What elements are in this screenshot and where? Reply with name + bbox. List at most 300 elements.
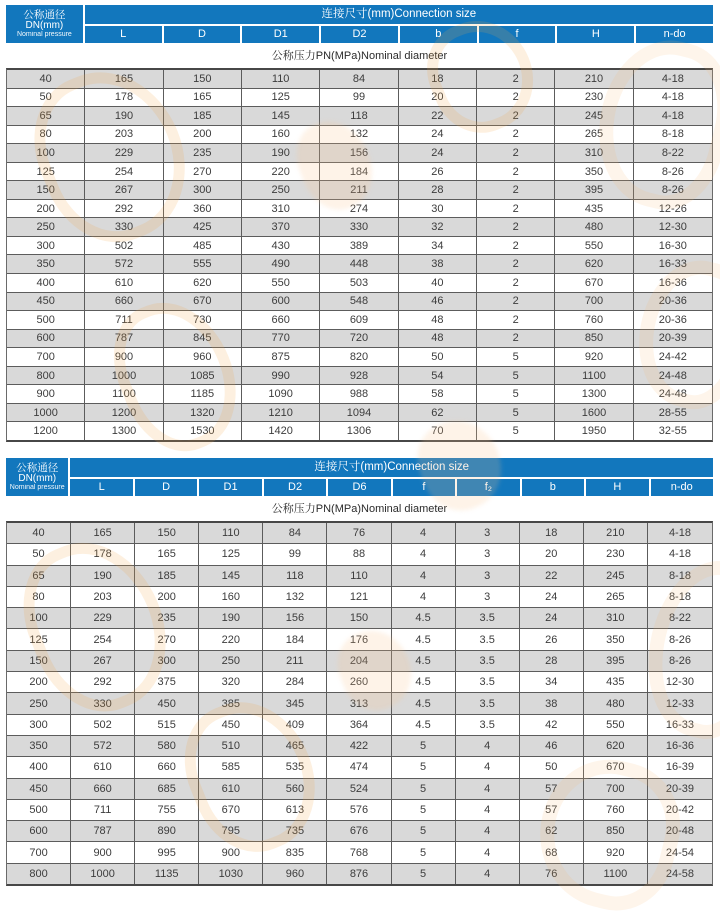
table-cell: 235 <box>135 608 199 628</box>
table-cell: 150 <box>327 608 391 628</box>
table-cell: 190 <box>199 608 263 628</box>
table-cell: 550 <box>555 237 633 255</box>
table-cell: 24-42 <box>658 350 687 363</box>
table-cell: 1000 <box>7 404 85 422</box>
table-cell: 118 <box>263 566 327 586</box>
table-row <box>7 88 712 107</box>
table-cell: 389 <box>320 237 398 255</box>
table-row <box>7 403 712 422</box>
table-cell: 800 <box>7 864 71 884</box>
table-cell: 5 <box>477 385 555 403</box>
table-cell: 274 <box>320 200 398 218</box>
table-cell: 5 <box>392 736 456 756</box>
table-row <box>7 254 712 273</box>
table-cell: 435 <box>555 200 633 218</box>
dimension-table-1 <box>6 5 713 442</box>
table-cell: 132 <box>320 126 398 144</box>
table-cell: 110 <box>199 523 263 543</box>
table-cell: 700 <box>584 779 648 799</box>
table-cell: 4 <box>392 587 456 607</box>
table-cell: 132 <box>263 587 327 607</box>
table-cell: 204 <box>327 651 391 671</box>
table-row <box>7 692 712 713</box>
table-cell: 145 <box>242 107 320 125</box>
table-cell: 768 <box>327 842 391 862</box>
table-cell: 900 <box>71 842 135 862</box>
table-cell: 190 <box>242 144 320 162</box>
table-cell: 46 <box>399 293 477 311</box>
dimension-table-2 <box>6 458 713 886</box>
column-header: n-do <box>636 26 713 43</box>
table-cell: 1135 <box>135 864 199 884</box>
table-row <box>7 143 712 162</box>
table-cell: 1300 <box>555 385 633 403</box>
table-row <box>7 329 712 348</box>
table-cell: 585 <box>199 757 263 777</box>
table-cell: 32-55 <box>658 425 687 438</box>
table-cell: 1085 <box>164 367 242 385</box>
table-cell: 660 <box>242 311 320 329</box>
table-cell: 250 <box>242 181 320 199</box>
table-cell: 32 <box>399 218 477 236</box>
table-cell: 5 <box>477 348 555 366</box>
table-cell: 900 <box>7 385 85 403</box>
table-cell: 670 <box>164 293 242 311</box>
table-cell: 3.5 <box>456 608 520 628</box>
table-cell: 4 <box>456 779 520 799</box>
table-cell: 245 <box>584 566 648 586</box>
table-cell: 711 <box>85 311 163 329</box>
column-header: D1 <box>199 479 261 496</box>
table-cell: 787 <box>71 821 135 841</box>
table-cell: 30 <box>399 200 477 218</box>
table-cell: 57 <box>520 800 584 820</box>
table-cell: 676 <box>327 821 391 841</box>
table-cell: 42 <box>520 715 584 735</box>
table-cell: 990 <box>242 367 320 385</box>
table-cell: 250 <box>7 218 85 236</box>
table-cell: 20-39 <box>665 782 695 795</box>
table-cell: 5 <box>477 404 555 422</box>
table-cell: 395 <box>555 181 633 199</box>
table-cell: 900 <box>85 348 163 366</box>
table-cell: 150 <box>7 181 85 199</box>
table-cell: 8-26 <box>668 654 691 667</box>
table-cell: 270 <box>135 629 199 649</box>
table-cell: 230 <box>555 89 633 107</box>
table-cell: 24-48 <box>658 369 687 382</box>
table-cell: 920 <box>584 842 648 862</box>
table-cell: 26 <box>520 629 584 649</box>
table-cell: 5 <box>392 842 456 862</box>
table-row <box>7 820 712 841</box>
table-cell: 24 <box>399 144 477 162</box>
column-header: b <box>522 479 584 496</box>
table-cell: 54 <box>399 367 477 385</box>
table-row <box>7 799 712 820</box>
table-cell: 4 <box>392 544 456 564</box>
table-cell: 50 <box>520 757 584 777</box>
table-cell: 711 <box>71 800 135 820</box>
table-cell: 178 <box>71 544 135 564</box>
table-cell: 150 <box>135 523 199 543</box>
table-cell: 960 <box>263 864 327 884</box>
table-cell: 190 <box>71 566 135 586</box>
table-cell: 364 <box>327 715 391 735</box>
table-cell: 254 <box>71 629 135 649</box>
table-cell: 20-42 <box>665 804 695 816</box>
table-cell: 265 <box>584 587 648 607</box>
table-cell: 5 <box>392 864 456 884</box>
table-row <box>7 671 712 692</box>
table-cell: 2 <box>477 274 555 292</box>
table-cell: 265 <box>555 126 633 144</box>
table-cell: 450 <box>135 693 199 713</box>
table-cell: 40 <box>399 274 477 292</box>
table-cell: 550 <box>242 274 320 292</box>
table-cell: 57 <box>520 779 584 799</box>
table-cell: 960 <box>164 348 242 366</box>
table-cell: 735 <box>263 821 327 841</box>
table-cell: 4 <box>456 842 520 862</box>
table-cell: 18 <box>399 70 477 88</box>
table-cell: 210 <box>555 70 633 88</box>
table-cell: 20-36 <box>658 295 687 308</box>
table-cell: 12-26 <box>658 202 687 215</box>
table-cell: 5 <box>477 422 555 440</box>
dn-header-cell <box>6 458 68 496</box>
table-cell: 12-33 <box>665 697 695 710</box>
table-row <box>7 106 712 125</box>
table-cell: 876 <box>327 864 391 884</box>
column-header: b <box>400 26 477 43</box>
table-cell: 535 <box>263 757 327 777</box>
table-cell: 184 <box>320 163 398 181</box>
table-cell: 125 <box>199 544 263 564</box>
table-cell: 5 <box>392 757 456 777</box>
table-cell: 1185 <box>164 385 242 403</box>
table-cell: 670 <box>555 274 633 292</box>
table-cell: 230 <box>584 544 648 564</box>
table-cell: 450 <box>199 715 263 735</box>
table-cell: 350 <box>555 163 633 181</box>
table-row <box>7 421 712 440</box>
table-cell: 845 <box>164 330 242 348</box>
table-cell: 40 <box>7 523 71 543</box>
table-cell: 210 <box>584 523 648 543</box>
table-cell: 310 <box>584 608 648 628</box>
table-cell: 4-18 <box>668 527 691 540</box>
table-cell: 1420 <box>242 422 320 440</box>
table-cell: 835 <box>263 842 327 862</box>
table-cell: 787 <box>85 330 163 348</box>
table-cell: 435 <box>584 672 648 692</box>
table-cell: 2 <box>477 218 555 236</box>
table-cell: 300 <box>135 651 199 671</box>
column-header: L <box>85 26 162 43</box>
table-cell: 200 <box>135 587 199 607</box>
table-cell: 610 <box>71 757 135 777</box>
table-cell: 16-39 <box>665 761 695 774</box>
table-cell: 203 <box>85 126 163 144</box>
table-cell: 1000 <box>71 864 135 884</box>
nominal-pressure-subheader: 公称压力PN(MPa)Nominal diameter <box>271 503 448 515</box>
table-cell: 24-58 <box>665 867 695 880</box>
table-cell: 3.5 <box>456 715 520 735</box>
column-header: D2 <box>321 26 398 43</box>
dn-header-line3: Nominal pressure <box>16 31 72 39</box>
table-row <box>7 650 712 671</box>
table-cell: 211 <box>263 651 327 671</box>
column-header: f₂ <box>457 479 519 496</box>
table-cell: 5 <box>392 821 456 841</box>
table-cell: 110 <box>242 70 320 88</box>
table-cell: 370 <box>242 218 320 236</box>
table-row <box>7 863 712 884</box>
table-cell: 4.5 <box>392 672 456 692</box>
table-cell: 503 <box>320 274 398 292</box>
table-cell: 3.5 <box>456 672 520 692</box>
table-cell: 1210 <box>242 404 320 422</box>
table-cell: 200 <box>7 672 71 692</box>
table-cell: 820 <box>320 348 398 366</box>
table-cell: 345 <box>263 693 327 713</box>
table-cell: 292 <box>85 200 163 218</box>
table-cell: 4 <box>392 566 456 586</box>
table-row <box>7 236 712 255</box>
table-1-header <box>6 5 713 43</box>
table-cell: 4-18 <box>668 548 691 561</box>
table-cell: 4 <box>456 736 520 756</box>
table-cell: 40 <box>7 70 85 88</box>
table-cell: 99 <box>263 544 327 564</box>
table-cell: 900 <box>199 842 263 862</box>
table-cell: 400 <box>7 274 85 292</box>
table-cell: 125 <box>242 89 320 107</box>
table-cell: 350 <box>7 255 85 273</box>
table-row <box>7 162 712 181</box>
table-cell: 8-26 <box>661 184 684 197</box>
table-row <box>7 384 712 403</box>
table-row <box>7 841 712 862</box>
table-cell: 425 <box>164 218 242 236</box>
table-cell: 572 <box>71 736 135 756</box>
table-cell: 62 <box>399 404 477 422</box>
table-cell: 580 <box>135 736 199 756</box>
table-cell: 510 <box>199 736 263 756</box>
table-cell: 178 <box>85 89 163 107</box>
table-cell: 448 <box>320 255 398 273</box>
table-cell: 28 <box>520 651 584 671</box>
table-cell: 18 <box>520 523 584 543</box>
table-row <box>7 125 712 144</box>
table-cell: 200 <box>7 200 85 218</box>
table-row <box>7 607 712 628</box>
table-cell: 1320 <box>164 404 242 422</box>
table-cell: 20-36 <box>658 313 687 326</box>
table-cell: 4-18 <box>661 72 684 85</box>
table-cell: 250 <box>199 651 263 671</box>
table-cell: 220 <box>242 163 320 181</box>
table-cell: 245 <box>555 107 633 125</box>
table-row <box>7 778 712 799</box>
dn-header-line1: 公称通径 <box>16 461 59 474</box>
table-cell: 330 <box>85 218 163 236</box>
table-cell: 320 <box>199 672 263 692</box>
column-header: H <box>557 26 634 43</box>
table-cell: 65 <box>7 566 71 586</box>
table-cell: 1090 <box>242 385 320 403</box>
table-row <box>7 565 712 586</box>
table-cell: 1094 <box>320 404 398 422</box>
table-cell: 2 <box>477 144 555 162</box>
table-cell: 84 <box>263 523 327 543</box>
table-row <box>7 347 712 366</box>
table-cell: 480 <box>555 218 633 236</box>
table-cell: 156 <box>263 608 327 628</box>
table-cell: 160 <box>242 126 320 144</box>
table-cell: 267 <box>85 181 163 199</box>
table-cell: 150 <box>7 651 71 671</box>
column-header: D <box>164 26 241 43</box>
table-cell: 58 <box>399 385 477 403</box>
table-cell: 229 <box>85 144 163 162</box>
column-header: n-do <box>651 479 713 496</box>
table-cell: 20 <box>399 89 477 107</box>
table-cell: 760 <box>584 800 648 820</box>
table-cell: 3 <box>456 544 520 564</box>
table-cell: 548 <box>320 293 398 311</box>
table-cell: 524 <box>327 779 391 799</box>
table-cell: 121 <box>327 587 391 607</box>
table-cell: 100 <box>7 144 85 162</box>
table-cell: 190 <box>85 107 163 125</box>
table-cell: 2 <box>477 200 555 218</box>
table-cell: 12-30 <box>665 676 695 689</box>
table-cell: 50 <box>399 348 477 366</box>
table-cell: 4-18 <box>661 109 684 122</box>
table-cell: 670 <box>584 757 648 777</box>
table-row <box>7 543 712 564</box>
table-cell: 310 <box>555 144 633 162</box>
dn-header-line3: Nominal pressure <box>9 484 65 492</box>
table-cell: 4.5 <box>392 715 456 735</box>
table-cell: 770 <box>242 330 320 348</box>
table-cell: 3.5 <box>456 651 520 671</box>
table-cell: 500 <box>7 800 71 820</box>
table-cell: 613 <box>263 800 327 820</box>
dn-header-line2: DN(mm) <box>25 19 64 31</box>
table-cell: 118 <box>320 107 398 125</box>
table-cell: 100 <box>7 608 71 628</box>
table-1-body <box>6 68 713 442</box>
table-cell: 2 <box>477 126 555 144</box>
table-cell: 8-26 <box>661 165 684 178</box>
table-cell: 360 <box>164 200 242 218</box>
table-cell: 165 <box>71 523 135 543</box>
table-cell: 755 <box>135 800 199 820</box>
table-cell: 610 <box>199 779 263 799</box>
dn-header-line2: DN(mm) <box>18 472 57 484</box>
table-cell: 1000 <box>85 367 163 385</box>
table-cell: 50 <box>7 89 85 107</box>
table-cell: 1530 <box>164 422 242 440</box>
table-cell: 5 <box>477 367 555 385</box>
table-cell: 600 <box>7 330 85 348</box>
table-cell: 2 <box>477 255 555 273</box>
table-cell: 267 <box>71 651 135 671</box>
table-row <box>7 180 712 199</box>
table-cell: 515 <box>135 715 199 735</box>
table-cell: 34 <box>520 672 584 692</box>
table-row <box>7 273 712 292</box>
table-cell: 550 <box>584 715 648 735</box>
table-cell: 670 <box>199 800 263 820</box>
table-cell: 1950 <box>555 422 633 440</box>
table-cell: 350 <box>7 736 71 756</box>
table-row <box>7 292 712 311</box>
table-cell: 600 <box>7 821 71 841</box>
table-cell: 890 <box>135 821 199 841</box>
table-cell: 165 <box>85 70 163 88</box>
table-cell: 875 <box>242 348 320 366</box>
table-cell: 330 <box>71 693 135 713</box>
table-cell: 8-22 <box>668 612 691 625</box>
table-cell: 48 <box>399 311 477 329</box>
table-cell: 8-18 <box>668 569 691 582</box>
table-cell: 211 <box>320 181 398 199</box>
table-cell: 620 <box>164 274 242 292</box>
table-cell: 184 <box>263 629 327 649</box>
table-cell: 409 <box>263 715 327 735</box>
column-header: D <box>135 479 197 496</box>
table-cell: 4-18 <box>661 91 684 104</box>
table-cell: 3 <box>456 587 520 607</box>
table-cell: 80 <box>7 126 85 144</box>
table-cell: 24 <box>399 126 477 144</box>
table-cell: 254 <box>85 163 163 181</box>
table-cell: 555 <box>164 255 242 273</box>
table-cell: 4 <box>456 821 520 841</box>
table-cell: 20-39 <box>658 332 687 345</box>
table-cell: 474 <box>327 757 391 777</box>
table-cell: 850 <box>584 821 648 841</box>
table-cell: 125 <box>7 629 71 649</box>
table-row <box>7 714 712 735</box>
table-cell: 1100 <box>555 367 633 385</box>
table-cell: 620 <box>584 736 648 756</box>
dn-header-line1: 公称通径 <box>23 8 66 21</box>
table-cell: 480 <box>584 693 648 713</box>
table-cell: 65 <box>7 107 85 125</box>
table-cell: 395 <box>584 651 648 671</box>
table-cell: 292 <box>71 672 135 692</box>
table-cell: 450 <box>7 779 71 799</box>
column-header: L <box>70 479 132 496</box>
table-row <box>7 523 712 543</box>
table-cell: 720 <box>320 330 398 348</box>
table-cell: 660 <box>71 779 135 799</box>
table-cell: 300 <box>7 715 71 735</box>
table-cell: 2 <box>477 163 555 181</box>
table-cell: 8-18 <box>661 128 684 141</box>
table-cell: 4 <box>392 523 456 543</box>
table-cell: 24-48 <box>658 388 687 401</box>
table-cell: 5 <box>392 779 456 799</box>
table-cell: 185 <box>164 107 242 125</box>
table-cell: 502 <box>71 715 135 735</box>
table-cell: 203 <box>71 587 135 607</box>
